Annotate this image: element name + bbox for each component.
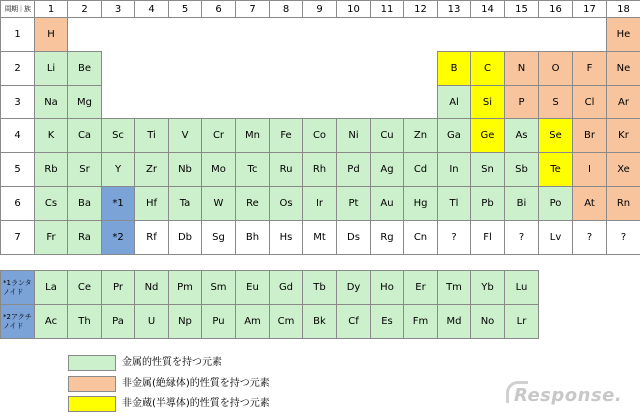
element-cell: Lv — [538, 220, 573, 255]
series-element-cell: Ce — [67, 270, 102, 305]
group-header: 14 — [470, 0, 505, 18]
legend-label: 金属的性質を持つ元素 — [122, 357, 222, 368]
empty-gap-period1 — [101, 17, 606, 52]
legend-swatch — [68, 355, 116, 371]
element-cell: ? — [572, 220, 607, 255]
legend-swatch — [68, 376, 116, 392]
group-header: 9 — [302, 0, 337, 18]
element-cell: Ba — [67, 186, 102, 221]
element-cell: Cr — [201, 118, 236, 153]
series-element-cell: Es — [370, 304, 404, 339]
group-header: 7 — [235, 0, 270, 18]
element-cell: Zr — [134, 152, 169, 187]
element-cell: Ra — [67, 220, 102, 255]
element-cell: Ti — [134, 118, 169, 153]
element-cell: Ca — [67, 118, 102, 153]
element-cell: In — [437, 152, 471, 187]
series-element-cell: Gd — [269, 270, 303, 305]
element-cell: Cs — [34, 186, 68, 221]
series-element-cell: Lr — [504, 304, 539, 339]
element-cell: H — [34, 17, 68, 52]
element-cell: Ge — [470, 118, 505, 153]
element-cell: Cn — [403, 220, 438, 255]
element-cell: Te — [538, 152, 573, 187]
group-header: 16 — [538, 0, 573, 18]
element-cell: P — [504, 85, 539, 119]
series-element-cell: Tm — [437, 270, 471, 305]
series-element-cell: No — [470, 304, 505, 339]
element-cell: ? — [437, 220, 471, 255]
element-cell: Y — [101, 152, 135, 187]
element-cell: Cd — [403, 152, 438, 187]
element-cell: Ni — [336, 118, 371, 153]
series-element-cell: Fm — [403, 304, 438, 339]
element-cell: Cu — [370, 118, 404, 153]
series-element-cell: Cm — [269, 304, 303, 339]
element-cell: N — [504, 51, 539, 86]
series-label: *1ランタノイド — [0, 270, 35, 305]
element-cell: Mg — [67, 85, 102, 119]
series-element-cell: Ho — [370, 270, 404, 305]
element-cell: Pd — [336, 152, 371, 187]
element-cell: Pt — [336, 186, 371, 221]
group-header: 6 — [201, 0, 236, 18]
element-cell: Co — [302, 118, 337, 153]
watermark-logo: Response. — [514, 385, 623, 406]
element-cell: Se — [538, 118, 573, 153]
element-cell: Zn — [403, 118, 438, 153]
group-header: 17 — [572, 0, 607, 18]
series-element-cell: Ac — [34, 304, 68, 339]
element-cell: Xe — [606, 152, 640, 187]
element-cell: Fl — [470, 220, 505, 255]
legend-swatch — [68, 396, 116, 412]
group-header: 18 — [606, 0, 640, 18]
element-cell: Be — [67, 51, 102, 86]
element-cell: Fr — [34, 220, 68, 255]
element-cell: Rn — [606, 186, 640, 221]
element-cell: Rg — [370, 220, 404, 255]
element-cell: Tl — [437, 186, 471, 221]
period-header: 6 — [0, 186, 35, 221]
series-element-cell: Tb — [302, 270, 337, 305]
element-cell: F — [572, 51, 607, 86]
element-cell: He — [606, 17, 640, 52]
group-header: 10 — [336, 0, 371, 18]
series-element-cell: Am — [235, 304, 270, 339]
series-element-cell: Th — [67, 304, 102, 339]
series-element-cell: U — [134, 304, 169, 339]
group-header: 13 — [437, 0, 471, 18]
element-cell: Kr — [606, 118, 640, 153]
element-cell: Hf — [134, 186, 169, 221]
group-header: 1 — [34, 0, 68, 18]
element-cell: *2 — [101, 220, 135, 255]
element-cell: O — [538, 51, 573, 86]
series-element-cell: Lu — [504, 270, 539, 305]
element-cell: Si — [470, 85, 505, 119]
element-cell: Pb — [470, 186, 505, 221]
element-cell: As — [504, 118, 539, 153]
element-cell: Cl — [572, 85, 607, 119]
series-element-cell: Pa — [101, 304, 135, 339]
element-cell: Bh — [235, 220, 270, 255]
series-label: *2アクチノイド — [0, 304, 35, 339]
group-header: 8 — [269, 0, 303, 18]
element-cell: I — [572, 152, 607, 187]
series-element-cell: Eu — [235, 270, 270, 305]
group-header: 12 — [403, 0, 438, 18]
series-element-cell: Bk — [302, 304, 337, 339]
element-cell: Ga — [437, 118, 471, 153]
element-cell: Rf — [134, 220, 169, 255]
element-cell: Mn — [235, 118, 270, 153]
series-element-cell: La — [34, 270, 68, 305]
element-cell: Na — [34, 85, 68, 119]
element-cell: Re — [235, 186, 270, 221]
group-header: 15 — [504, 0, 539, 18]
period-header: 3 — [0, 85, 35, 119]
element-cell: Li — [34, 51, 68, 86]
element-cell: W — [201, 186, 236, 221]
element-cell: Ag — [370, 152, 404, 187]
group-header: 5 — [168, 0, 202, 18]
element-cell: Os — [269, 186, 303, 221]
element-cell: Db — [168, 220, 202, 255]
table-corner-header: 周期｜族 — [0, 0, 35, 18]
element-cell: Rb — [34, 152, 68, 187]
group-header: 2 — [67, 0, 102, 18]
element-cell: Ds — [336, 220, 371, 255]
series-element-cell: Md — [437, 304, 471, 339]
series-element-cell: Pr — [101, 270, 135, 305]
series-element-cell: Sm — [201, 270, 236, 305]
element-cell: At — [572, 186, 607, 221]
element-cell: Ru — [269, 152, 303, 187]
element-cell: Hs — [269, 220, 303, 255]
element-cell: ? — [606, 220, 640, 255]
period-header: 2 — [0, 51, 35, 86]
series-element-cell: Np — [168, 304, 202, 339]
element-cell: Sb — [504, 152, 539, 187]
element-cell: Rh — [302, 152, 337, 187]
legend-label: 非金属(絶縁体)的性質を持つ元素 — [122, 378, 270, 389]
element-cell: B — [437, 51, 471, 86]
legend-label: 非金蔵(半導体)的性質を持つ元素 — [122, 398, 270, 409]
element-cell: ? — [504, 220, 539, 255]
element-cell: Sn — [470, 152, 505, 187]
element-cell: Ne — [606, 51, 640, 86]
element-cell: Mo — [201, 152, 236, 187]
period-header: 1 — [0, 17, 35, 52]
element-cell: Nb — [168, 152, 202, 187]
element-cell: Mt — [302, 220, 337, 255]
series-element-cell: Dy — [336, 270, 371, 305]
element-cell: Fe — [269, 118, 303, 153]
element-cell: Ar — [606, 85, 640, 119]
element-cell: Sr — [67, 152, 102, 187]
element-cell: Br — [572, 118, 607, 153]
series-element-cell: Er — [403, 270, 438, 305]
element-cell: S — [538, 85, 573, 119]
group-header: 3 — [101, 0, 135, 18]
element-cell: V — [168, 118, 202, 153]
element-cell: Sg — [201, 220, 236, 255]
element-cell: Sc — [101, 118, 135, 153]
series-element-cell: Cf — [336, 304, 371, 339]
element-cell: Hg — [403, 186, 438, 221]
period-header: 4 — [0, 118, 35, 153]
group-header: 11 — [370, 0, 404, 18]
element-cell: Bi — [504, 186, 539, 221]
element-cell: Ta — [168, 186, 202, 221]
series-element-cell: Yb — [470, 270, 505, 305]
element-cell: Po — [538, 186, 573, 221]
element-cell: C — [470, 51, 505, 86]
element-cell: Ir — [302, 186, 337, 221]
element-cell: *1 — [101, 186, 135, 221]
period-header: 7 — [0, 220, 35, 255]
period-header: 5 — [0, 152, 35, 187]
element-cell: Al — [437, 85, 471, 119]
element-cell: K — [34, 118, 68, 153]
group-header: 4 — [134, 0, 169, 18]
series-element-cell: Pm — [168, 270, 202, 305]
series-element-cell: Pu — [201, 304, 236, 339]
element-cell: Au — [370, 186, 404, 221]
empty-gap-period2-3 — [101, 51, 437, 118]
element-cell: Tc — [235, 152, 270, 187]
series-element-cell: Nd — [134, 270, 169, 305]
